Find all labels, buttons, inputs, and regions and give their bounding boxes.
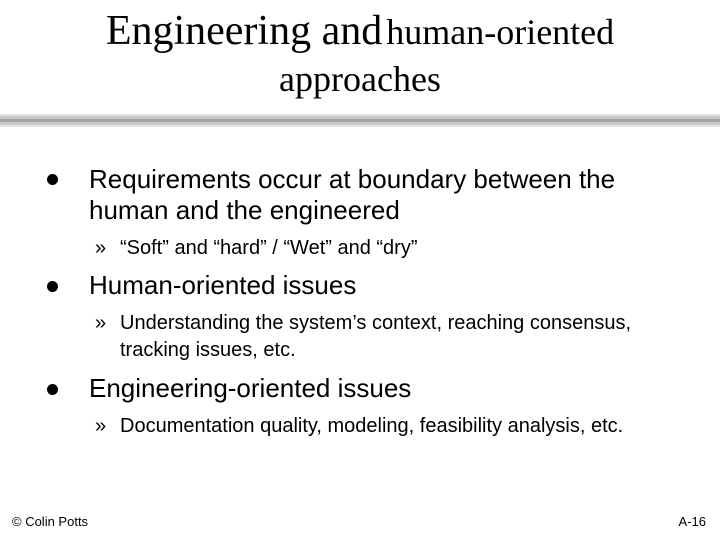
sub-bullet-marker: »	[95, 415, 107, 437]
slide-number: A-16	[678, 514, 706, 529]
bullet-text: Requirements occur at boundary between the human and the engineered	[89, 164, 616, 225]
bullet-dot	[47, 281, 58, 292]
sub-bullet-text: “Soft” and “hard” / “Wet” and “dry”	[120, 237, 418, 259]
title-part-1: Engineering and	[105, 8, 383, 54]
footer-copyright: © Colin Potts	[12, 514, 89, 529]
title-divider	[0, 114, 720, 128]
title-part-2: human-oriented	[386, 12, 615, 52]
bullet-text: Engineering-oriented issues	[89, 373, 412, 403]
sub-bullet-marker: »	[95, 237, 107, 259]
title-line-1	[0, 6, 720, 54]
sub-bullet-text: Understanding the system’s context, reaching consensus, tracking issues, etc.	[120, 312, 632, 361]
bullet-dot	[47, 174, 58, 185]
sub-bullet-marker: »	[95, 312, 107, 334]
bullet-text: Human-oriented issues	[89, 270, 357, 300]
title-line-2: approaches	[279, 59, 441, 99]
sub-bullet-text: Documentation quality, modeling, feasibility analysis, etc.	[120, 415, 624, 437]
bullet-dot	[47, 384, 58, 395]
slide-title	[0, 6, 720, 104]
